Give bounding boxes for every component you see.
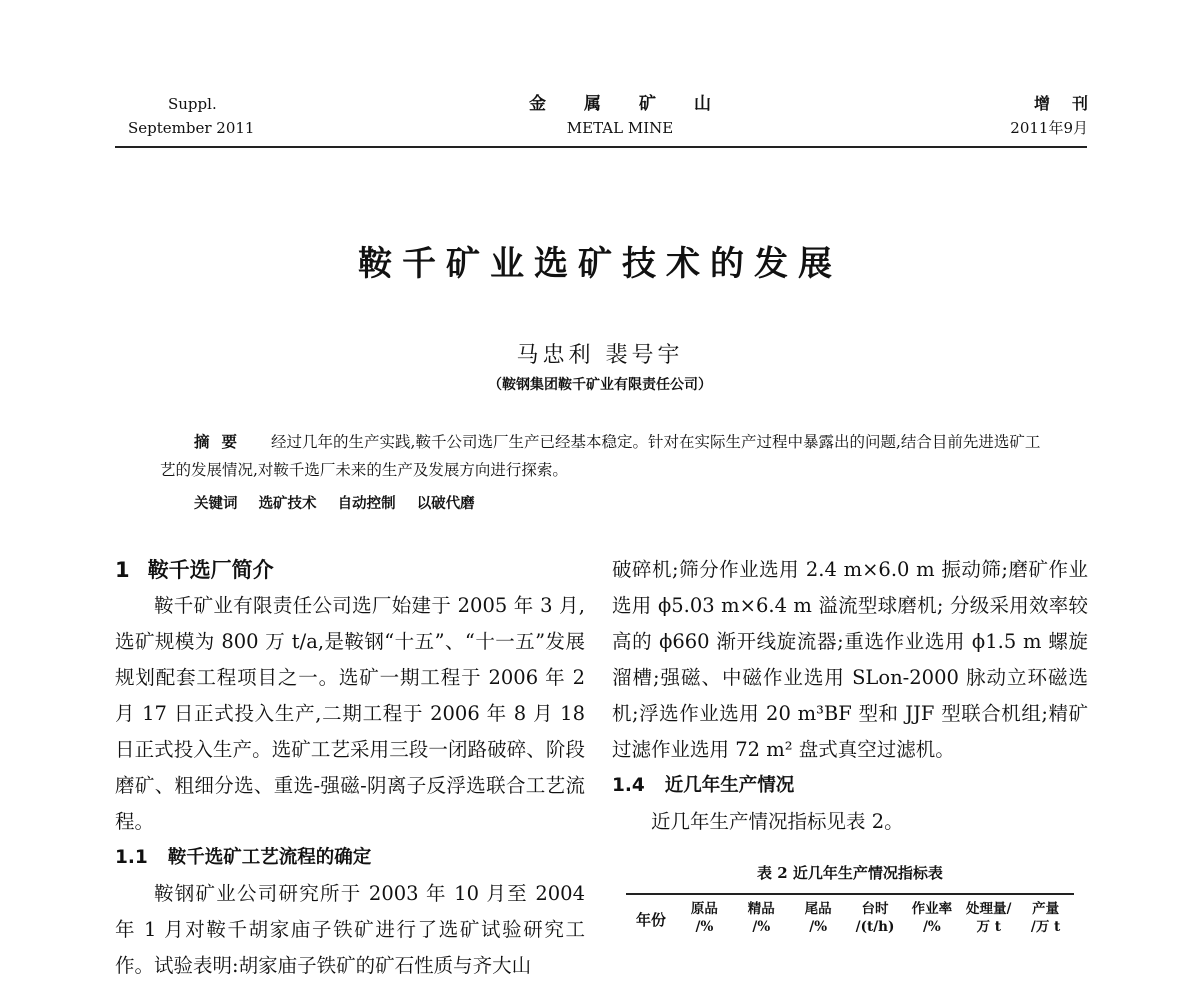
article-affiliation: （鞍钢集团鞍千矿业有限责任公司） (488, 377, 712, 393)
abstract (160, 428, 1050, 484)
header-line: 作业率 (911, 901, 953, 917)
header-center (470, 92, 770, 140)
header-unit: /% (752, 919, 771, 935)
header-unit: 万 t (976, 919, 1001, 935)
header-rule (115, 146, 1087, 148)
header-date-cn: 2011年9月 (1010, 119, 1088, 137)
section-1-heading (115, 552, 585, 588)
table-header-cell (790, 900, 847, 940)
table-header-cell (903, 900, 960, 940)
section-number: 1.1 (115, 847, 148, 868)
table-header-cell (847, 900, 904, 940)
header-unit: /% (922, 919, 941, 935)
header-suppl-en: Suppl. (168, 95, 217, 113)
table-header-cell (1017, 900, 1074, 940)
header-line: 精品 (747, 901, 775, 917)
header-unit: /(t/h) (855, 919, 895, 935)
header-line: 产量 (1032, 901, 1060, 917)
table-header-cell (733, 900, 790, 940)
table-header-cell: 年份 (635, 911, 666, 929)
section-1-1-paragraph: 鞍钢矿业公司研究所于 2003 年 10 月至 2004 年 1 月对鞍千胡家庙子铁矿进行了选矿试验研究工作。试验表明:胡家庙子铁矿的矿石性质与齐大山 (115, 882, 585, 977)
section-title: 鞍千选厂简介 (147, 558, 274, 582)
header-unit: /% (695, 919, 714, 935)
header-unit: /万 t (1030, 919, 1061, 935)
header-date-en: September 2011 (128, 119, 255, 137)
header-line: 原品 (690, 901, 718, 917)
left-column (115, 552, 585, 984)
table-header-row (626, 900, 1074, 940)
section-1-paragraph: 鞍千矿业有限责任公司选厂始建于 2005 年 3 月,选矿规模为 800 万 t/a,是鞍钢“十五”、“十一五”发展规划配套工程项目之一。选矿一期工程于 2006 年 2 月 17 日正式投入生产,二期工程于 2006 年 8 月 18 日正式投入生产。选矿工艺采用三段一闭路破碎、阶段磨矿、粗细分选、重选-强磁-阴离子反浮选联合工艺流程。 (115, 594, 585, 833)
abstract-text: 经过几年的生产实践,鞍千公司选厂生产已经基本稳定。针对在实际生产过程中暴露出的问题,结合目前先进选矿工艺的发展情况,对鞍千选厂未来的生产及发展方向进行探索。 (160, 433, 1041, 479)
keywords (194, 492, 475, 513)
keyword-item: 以破代磨 (416, 495, 475, 512)
section-1-4-paragraph: 近几年生产情况指标见表 2。 (651, 810, 904, 833)
table-header-cell (960, 900, 1017, 940)
header-line: 处理量/ (966, 901, 1012, 917)
header-left (128, 92, 254, 140)
right-column (612, 552, 1088, 840)
article-title: 鞍千矿业选矿技术的发展 (358, 244, 842, 284)
section-title: 鞍千选矿工艺流程的确定 (167, 847, 372, 868)
header-suppl-cn: 增刊 (1033, 94, 1110, 113)
header-right (1010, 92, 1110, 140)
table-top-rule (626, 893, 1074, 895)
equipment-paragraph: 破碎机;筛分作业选用 2.4 m×6.0 m 振动筛;磨矿作业选用 ϕ5.03 m×6.4 m 溢流型球磨机; 分级采用效率较高的 ϕ660 渐开线旋流器;重选作业选用 ϕ1.5 m 螺旋溜槽;强磁、中磁作业选用 SLon-2000 脉动立环磁选机;浮选作业选用 20 m³BF 型和 JJF 型联合机组;精矿过滤作业选用 72 m² 盘式真空过滤机。 (612, 558, 1088, 761)
header-line: 台时 (861, 901, 889, 917)
header-journal-en: METAL MINE (566, 119, 674, 137)
section-number: 1 (115, 558, 130, 582)
table-caption: 表 2 近几年生产情况指标表 (757, 864, 943, 882)
section-1-4-heading (612, 768, 1088, 804)
keyword-item: 选矿技术 (258, 495, 317, 512)
keyword-item: 自动控制 (337, 495, 396, 512)
section-number: 1.4 (612, 775, 645, 796)
keywords-label: 关键词 (194, 495, 238, 512)
table-header-cell (676, 900, 733, 940)
section-title: 近几年生产情况 (664, 775, 795, 796)
section-1-1-heading (115, 840, 585, 876)
header-line: 尾品 (804, 901, 832, 917)
header-journal-cn: 金属矿山 (529, 94, 749, 114)
article-authors: 马忠利 裴号宇 (516, 343, 684, 368)
abstract-label: 摘要 (194, 432, 250, 451)
header-unit: /% (809, 919, 828, 935)
